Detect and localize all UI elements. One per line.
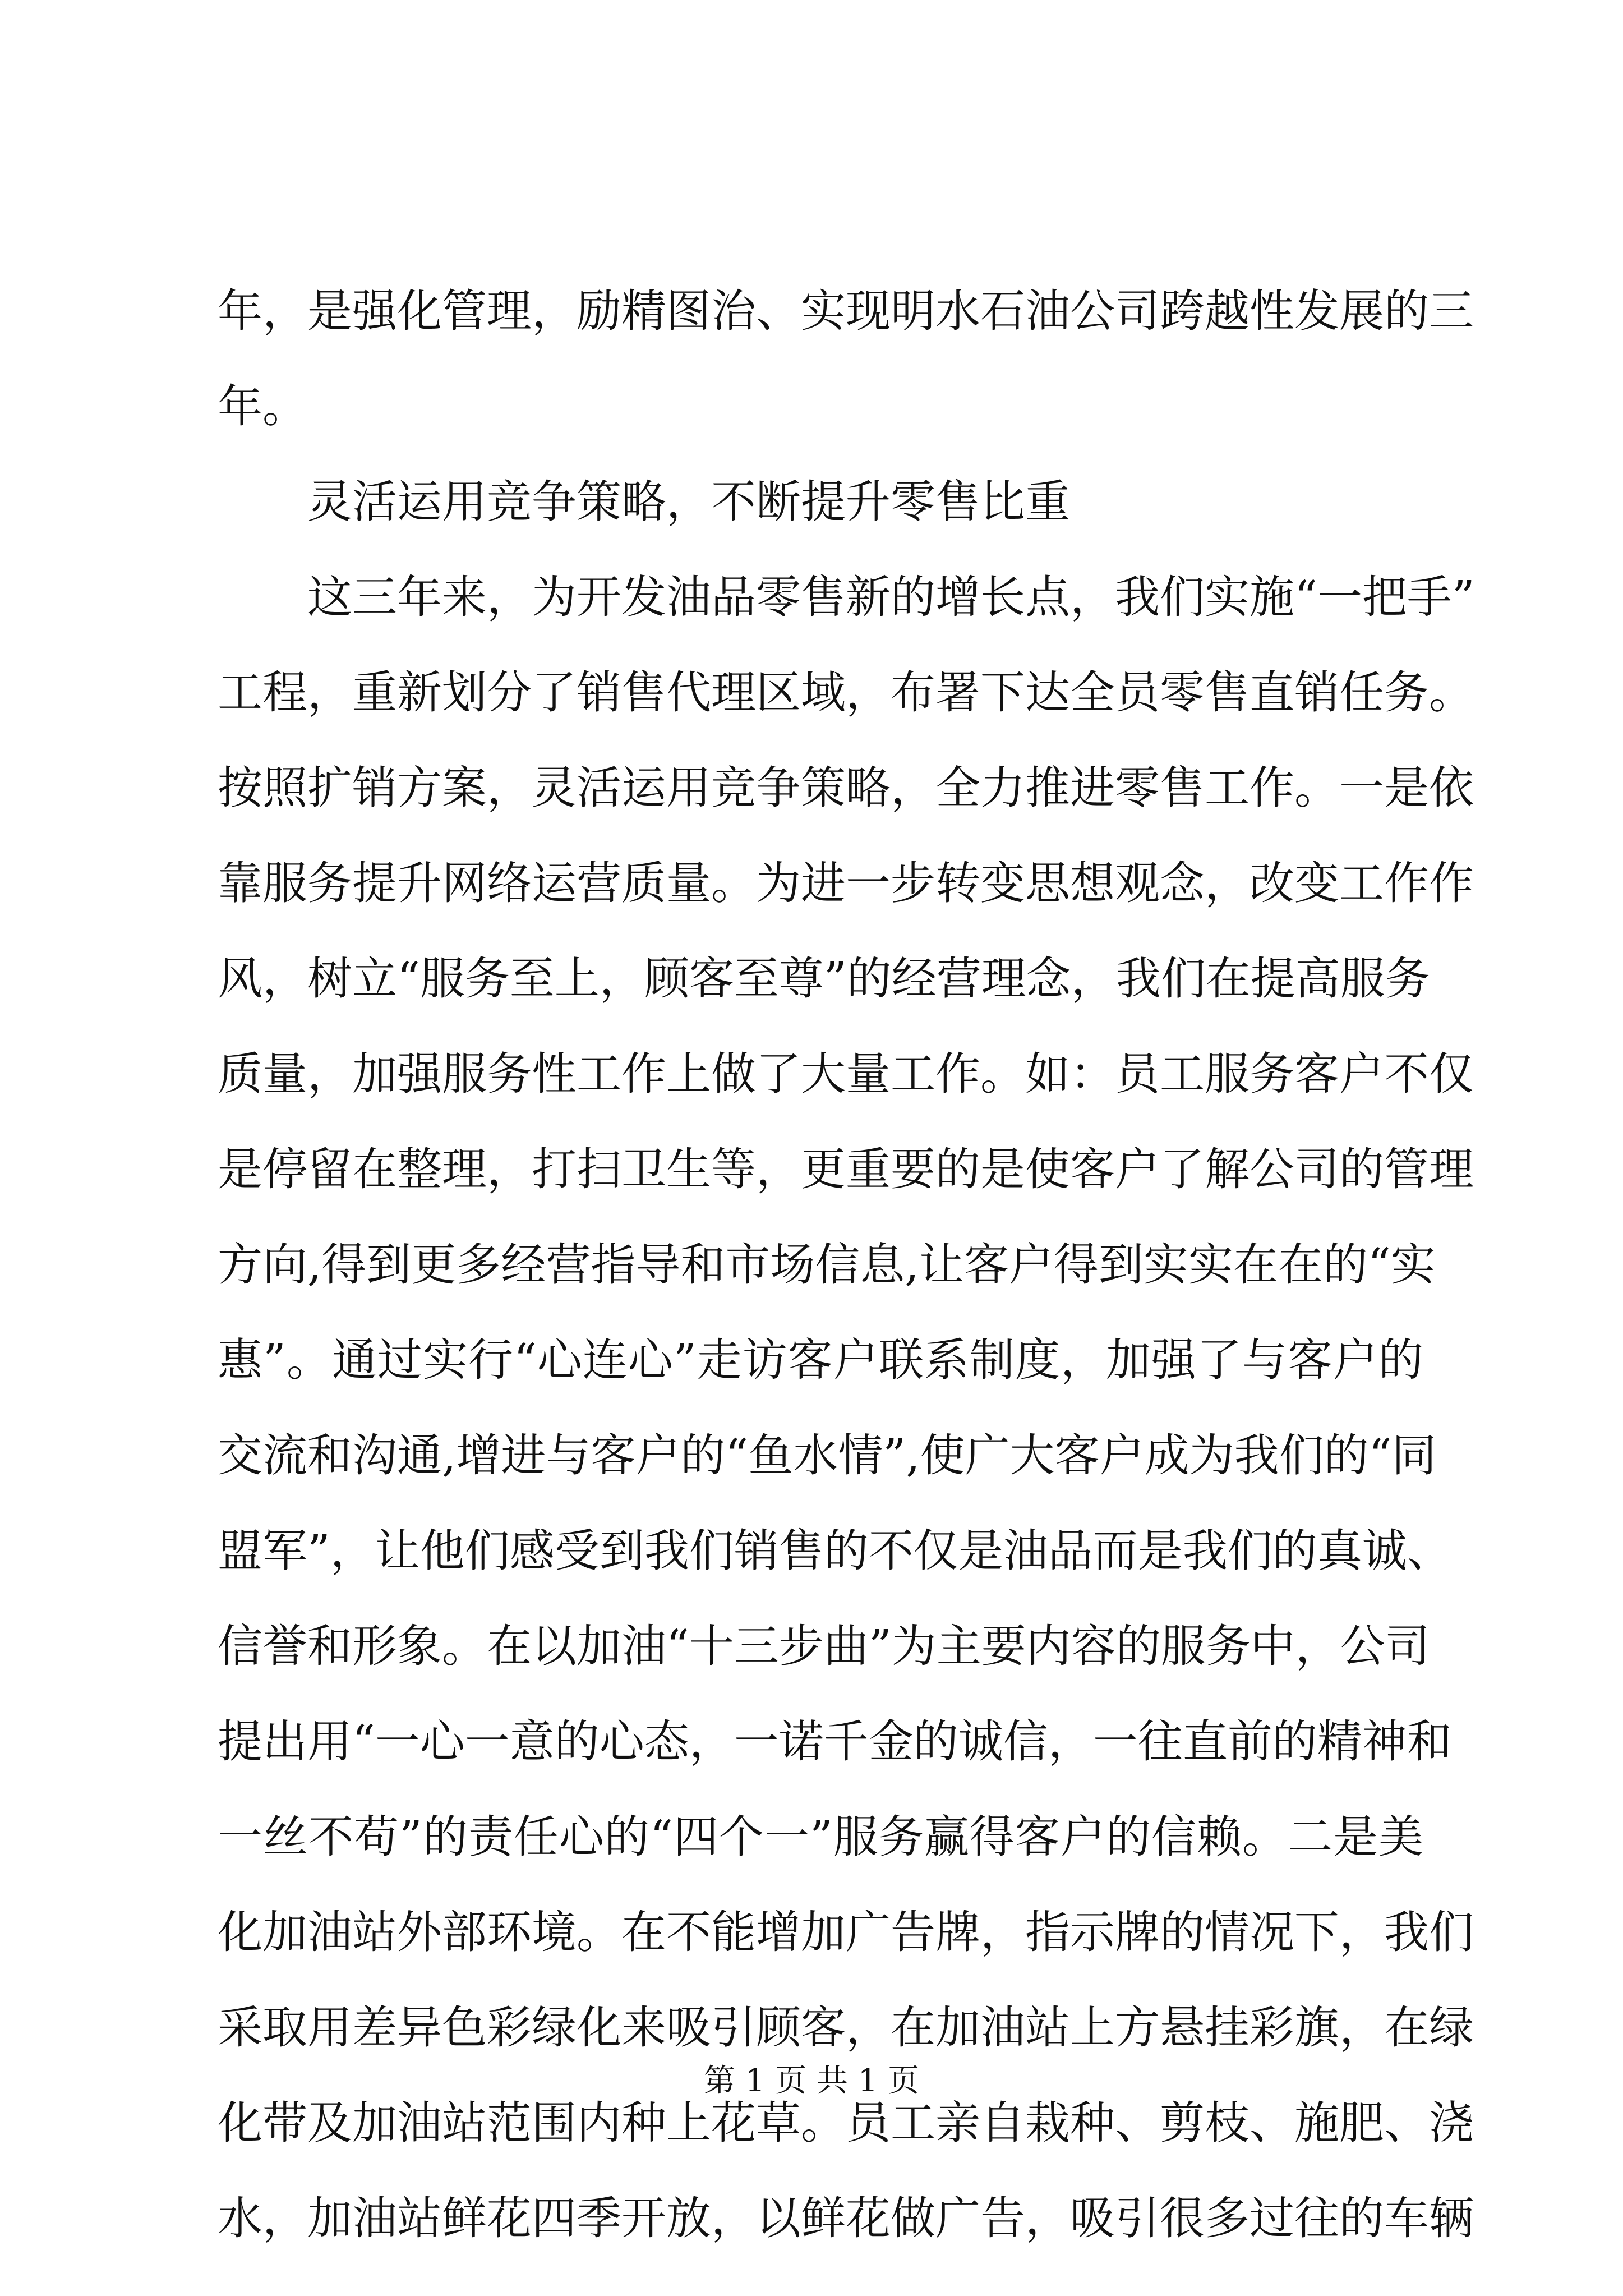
- text-line: 化加油站外部环境。在不能增加广告牌，指示牌的情况下，我们: [218, 1906, 1474, 1958]
- text-line: 化带及加油站范围内种上花草。员工亲自栽种、剪枝、施肥、浇: [218, 2097, 1474, 2149]
- text-line: 水，加油站鲜花四季开放，以鲜花做广告，吸引很多过往的车辆: [218, 2192, 1474, 2244]
- text-line: 信誉和形象。在以加油“十三步曲”为主要内容的服务中，公司: [218, 1620, 1430, 1672]
- text-line: 提出用“一心一意的心态，一诺千金的诚信，一往直前的精神和: [218, 1715, 1452, 1768]
- text-line: 这三年来，为开发油品零售新的增长点，我们实施“一把手”: [307, 571, 1475, 623]
- text-line: 年。: [218, 380, 307, 432]
- text-line: 按照扩销方案，灵活运用竞争策略，全力推进零售工作。一是依: [218, 762, 1474, 814]
- text-line: 惠”。通过实行“心连心”走访客户联系制度，加强了与客户的: [218, 1334, 1423, 1386]
- text-line: 是停留在整理，打扫卫生等，更重要的是使客户了解公司的管理: [218, 1143, 1474, 1195]
- text-line: 风，树立“服务至上，顾客至尊”的经营理念，我们在提高服务: [218, 953, 1430, 1005]
- text-line: 采取用差异色彩绿化来吸引顾客，在加油站上方悬挂彩旗，在绿: [218, 2001, 1474, 2054]
- text-line: 一丝不苟”的责任心的“四个一”服务赢得客户的信赖。二是美: [218, 1811, 1423, 1863]
- section-heading: 灵活运用竞争策略，不断提升零售比重: [307, 476, 1070, 528]
- text-line: 靠服务提升网络运营质量。为进一步转变思想观念，改变工作作: [218, 857, 1474, 909]
- page-number-footer: 第 1 页 共 1 页: [703, 2063, 920, 2099]
- text-line: 方向,得到更多经营指导和市场信息,让客户得到实实在在的“实: [218, 1239, 1436, 1291]
- text-line: 工程，重新划分了销售代理区域，布署下达全员零售直销任务。: [218, 666, 1474, 719]
- text-line: 交流和沟通,增进与客户的“鱼水情”,使广大客户成为我们的“同: [218, 1429, 1437, 1481]
- text-line: 质量，加强服务性工作上做了大量工作。如：员工服务客户不仅: [218, 1048, 1474, 1100]
- text-line: 年，是强化管理，励精图治、实现明水石油公司跨越性发展的三: [218, 285, 1474, 337]
- document-body: [218, 264, 1475, 2266]
- text-line: 盟军”，让他们感受到我们销售的不仅是油品而是我们的真诚、: [218, 1525, 1452, 1577]
